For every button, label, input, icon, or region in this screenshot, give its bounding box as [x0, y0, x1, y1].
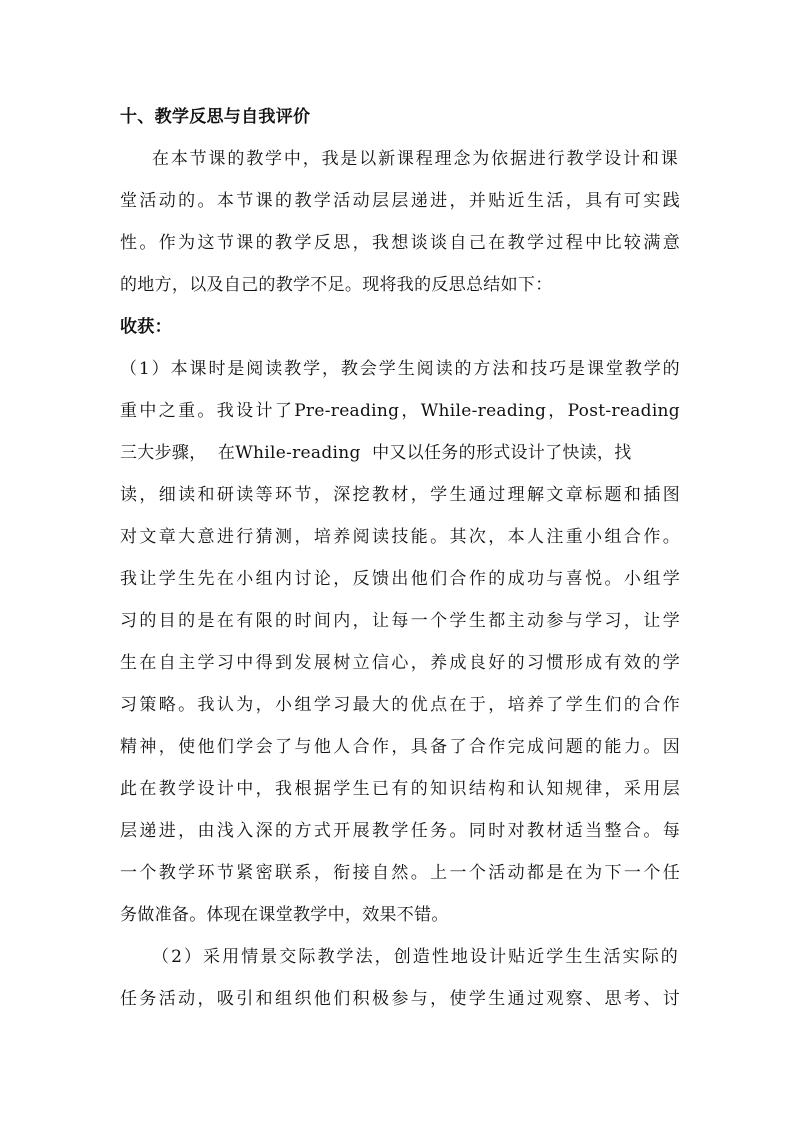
point1-line-14: 务做准备。体现在课堂教学中，效果不错。 — [120, 905, 449, 925]
point1-line-4: 读，细读和研读等环节，深挖教材，学生通过理解文章标题和插图 — [120, 485, 680, 505]
point2-line-1: （2）采用情景交际教学法，创造性地设计贴近学生生活实际的 — [152, 947, 678, 967]
point1-line-10: 精神，使他们学会了与他人合作，具备了合作完成问题的能力。因 — [120, 737, 680, 757]
section-title: 十、教学反思与自我评价 — [120, 107, 311, 127]
point2-line-2: 任务活动，吸引和组织他们积极参与，使学生通过观察、思考、讨 — [120, 989, 680, 1009]
point1-line-12: 层递进，由浅入深的方式开展教学任务。同时对教材适当整合。每 — [120, 821, 680, 841]
gains-heading: 收获： — [120, 317, 172, 337]
point1-line-3: 三大步骤， 在While-reading 中又以任务的形式设计了快读，找 — [120, 443, 632, 463]
point1-line-8: 生在自主学习中得到发展树立信心，养成良好的习惯形成有效的学 — [120, 653, 680, 673]
point1-line-1: （1）本课时是阅读教学，教会学生阅读的方法和技巧是课堂教学的 — [120, 359, 680, 379]
intro-line-1: 在本节课的教学中，我是以新课程理念为依据进行教学设计和课 — [152, 149, 678, 169]
intro-line-2: 堂活动的。本节课的教学活动层层递进，并贴近生活，具有可实践 — [120, 191, 680, 211]
point1-line-6: 我让学生先在小组内讨论，反馈出他们合作的成功与喜悦。小组学 — [120, 569, 680, 589]
point1-line-9: 习策略。我认为，小组学习最大的优点在于，培养了学生们的合作 — [120, 695, 680, 715]
point1-line-11: 此在教学设计中，我根据学生已有的知识结构和认知规律，采用层 — [120, 779, 680, 799]
intro-line-4: 的地方，以及自己的教学不足。现将我的反思总结如下： — [120, 275, 553, 295]
point1-line-2: 重中之重。我设计了Pre-reading，While-reading，Post-reading — [120, 401, 680, 421]
point1-line-13: 一个教学环节紧密联系，衔接自然。上一个活动都是在为下一个任 — [120, 863, 680, 883]
point1-line-5: 对文章大意进行猜测，培养阅读技能。其次，本人注重小组合作。 — [120, 527, 680, 547]
intro-line-3: 性。作为这节课的教学反思，我想谈谈自己在教学过程中比较满意 — [120, 233, 680, 253]
point1-line-7: 习的目的是在有限的时间内，让每一个学生都主动参与学习，让学 — [120, 611, 680, 631]
